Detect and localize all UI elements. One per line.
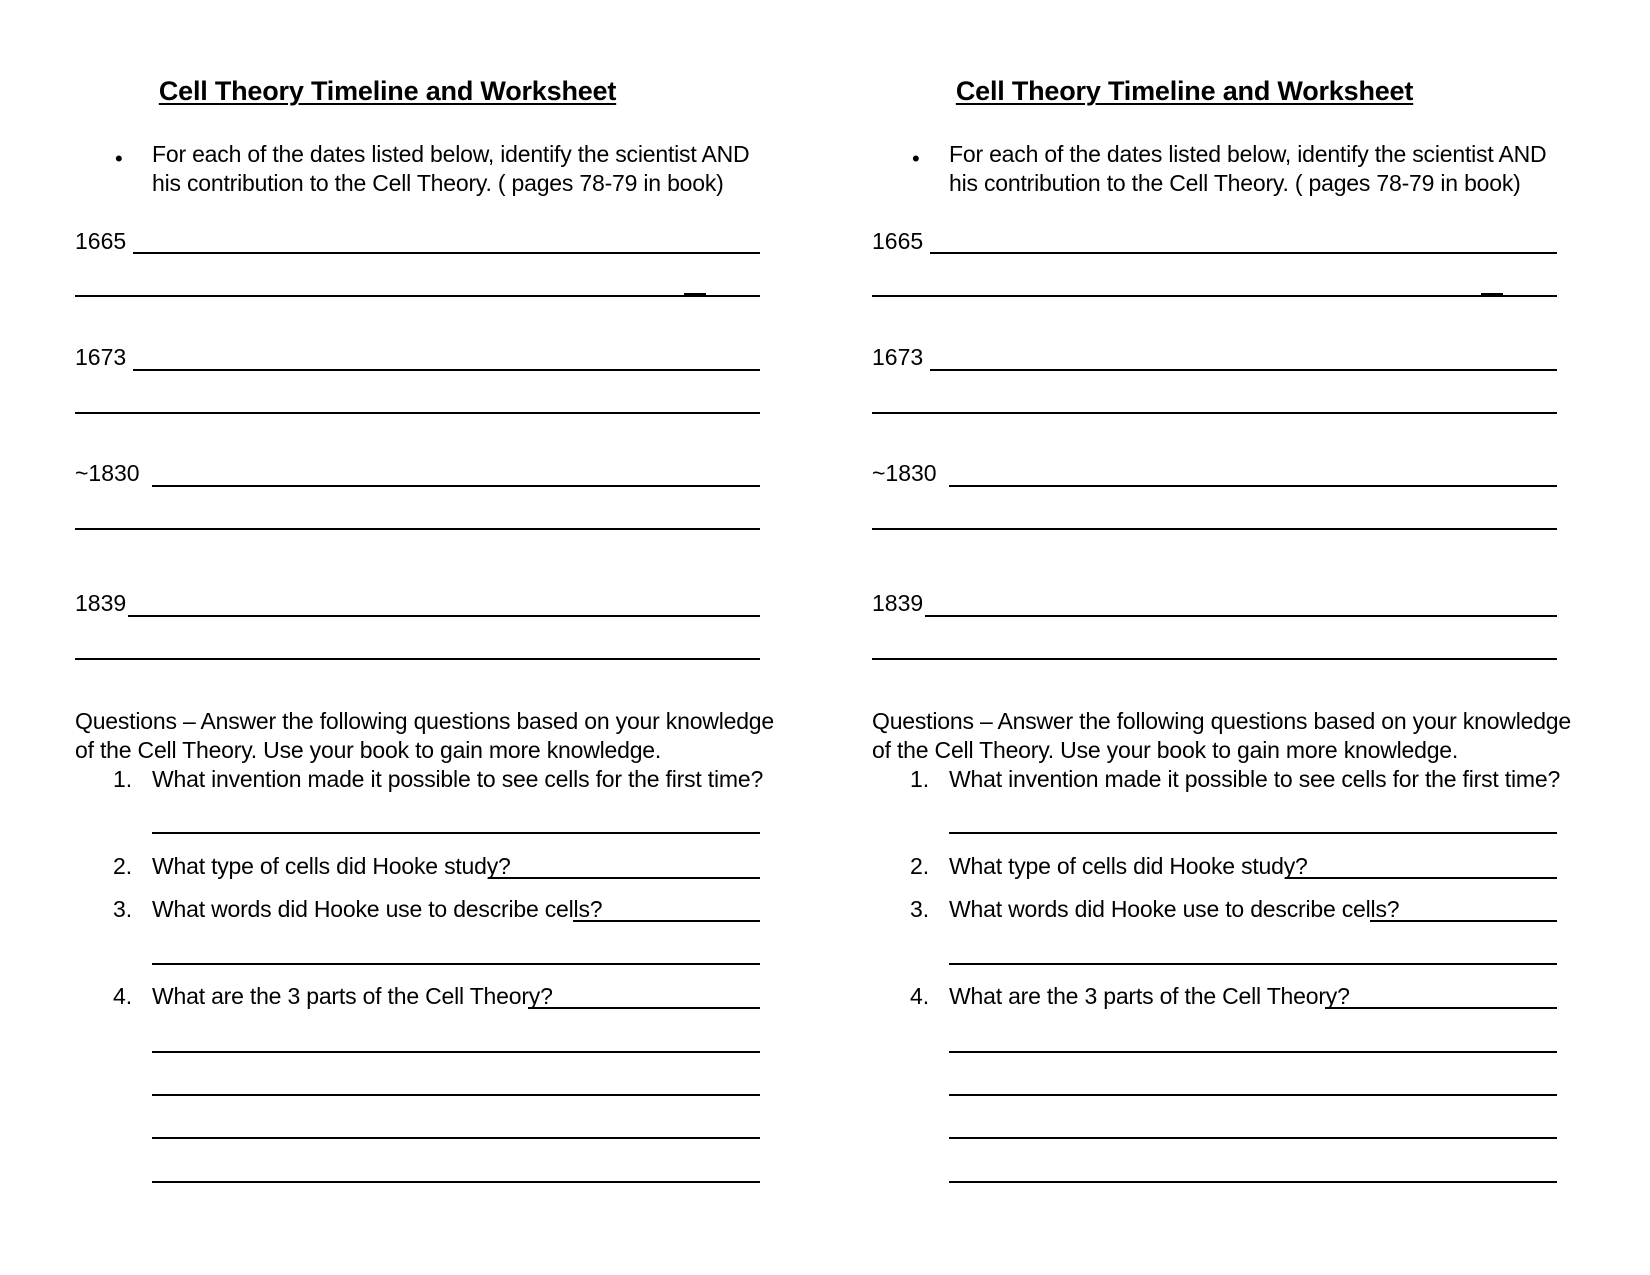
answer-line-1673-a[interactable]	[133, 369, 760, 371]
question-text-1: What invention made it possible to see cells for the first time?	[152, 766, 764, 792]
answer-line-1665-mark	[1481, 293, 1503, 295]
question-text-4: What are the 3 parts of the Cell Theory?	[949, 983, 1350, 1009]
worksheet-title: Cell Theory Timeline and Worksheet	[158, 76, 617, 106]
answer-line-1665-a[interactable]	[133, 252, 760, 254]
bullet-icon: •	[115, 146, 123, 171]
questions-intro: Questions – Answer the following questions based on your knowledge of the Cell Theory. Use your book to gain more knowledge.	[75, 708, 774, 763]
answer-line-1665-b[interactable]	[872, 295, 1557, 297]
answer-line-q4-e[interactable]	[949, 1181, 1557, 1183]
question-number-4: 4.	[910, 983, 930, 1009]
answer-line-1830-b[interactable]	[75, 528, 760, 530]
question-text-1: What invention made it possible to see cells for the first time?	[949, 766, 1561, 792]
answer-line-1673-b[interactable]	[872, 412, 1557, 414]
question-number-1: 1.	[113, 766, 133, 792]
answer-line-q3-b[interactable]	[949, 963, 1557, 965]
answer-line-1673-b[interactable]	[75, 412, 760, 414]
answer-line-1839-a[interactable]	[128, 615, 760, 617]
worksheet-copy-right	[872, 0, 1572, 1275]
answer-line-1839-a[interactable]	[925, 615, 1557, 617]
question-text-2: What type of cells did Hooke study?	[949, 853, 1308, 879]
question-number-1: 1.	[910, 766, 930, 792]
questions-intro: Questions – Answer the following questions based on your knowledge of the Cell Theory. Use your book to gain more knowledge.	[872, 708, 1571, 763]
answer-line-q2[interactable]	[1285, 877, 1557, 879]
answer-line-1665-b[interactable]	[75, 295, 760, 297]
answer-line-1830-a[interactable]	[949, 485, 1557, 487]
date-label-1830: ~1830	[75, 460, 140, 486]
bullet-icon: •	[912, 146, 920, 171]
answer-line-q4-a[interactable]	[528, 1007, 760, 1009]
answer-line-1673-a[interactable]	[930, 369, 1557, 371]
date-label-1673: 1673	[75, 344, 127, 370]
answer-line-q4-b[interactable]	[949, 1051, 1557, 1053]
answer-line-q4-c[interactable]	[152, 1094, 760, 1096]
question-number-3: 3.	[113, 896, 133, 922]
date-label-1839: 1839	[872, 590, 924, 616]
answer-line-q4-c[interactable]	[949, 1094, 1557, 1096]
answer-line-1830-b[interactable]	[872, 528, 1557, 530]
question-number-2: 2.	[910, 853, 930, 879]
answer-line-q3-a[interactable]	[573, 920, 760, 922]
date-label-1665: 1665	[75, 228, 127, 254]
answer-line-q4-a[interactable]	[1325, 1007, 1557, 1009]
question-number-3: 3.	[910, 896, 930, 922]
answer-line-1839-b[interactable]	[872, 658, 1557, 660]
date-label-1665: 1665	[872, 228, 924, 254]
answer-line-1839-b[interactable]	[75, 658, 760, 660]
date-label-1830: ~1830	[872, 460, 937, 486]
answer-line-q4-e[interactable]	[152, 1181, 760, 1183]
date-label-1839: 1839	[75, 590, 127, 616]
worksheet-title: Cell Theory Timeline and Worksheet	[955, 76, 1414, 106]
question-text-2: What type of cells did Hooke study?	[152, 853, 511, 879]
answer-line-q4-d[interactable]	[949, 1137, 1557, 1139]
answer-line-1830-a[interactable]	[152, 485, 760, 487]
question-text-3: What words did Hooke use to describe cells?	[152, 896, 603, 922]
question-text-3: What words did Hooke use to describe cells?	[949, 896, 1400, 922]
instruction-text: For each of the dates listed below, identify the scientist AND his contribution to the Cell Theory. ( pages 78-79 in book)	[152, 141, 750, 196]
question-number-4: 4.	[113, 983, 133, 1009]
answer-line-q4-b[interactable]	[152, 1051, 760, 1053]
answer-line-1665-mark	[684, 293, 706, 295]
question-text-4: What are the 3 parts of the Cell Theory?	[152, 983, 553, 1009]
question-number-2: 2.	[113, 853, 133, 879]
answer-line-1665-a[interactable]	[930, 252, 1557, 254]
answer-line-q3-a[interactable]	[1370, 920, 1557, 922]
answer-line-q1[interactable]	[152, 832, 760, 834]
date-label-1673: 1673	[872, 344, 924, 370]
answer-line-q3-b[interactable]	[152, 963, 760, 965]
worksheet-copy-left	[75, 0, 775, 1275]
answer-line-q4-d[interactable]	[152, 1137, 760, 1139]
instruction-text: For each of the dates listed below, identify the scientist AND his contribution to the Cell Theory. ( pages 78-79 in book)	[949, 141, 1547, 196]
answer-line-q1[interactable]	[949, 832, 1557, 834]
answer-line-q2[interactable]	[488, 877, 760, 879]
